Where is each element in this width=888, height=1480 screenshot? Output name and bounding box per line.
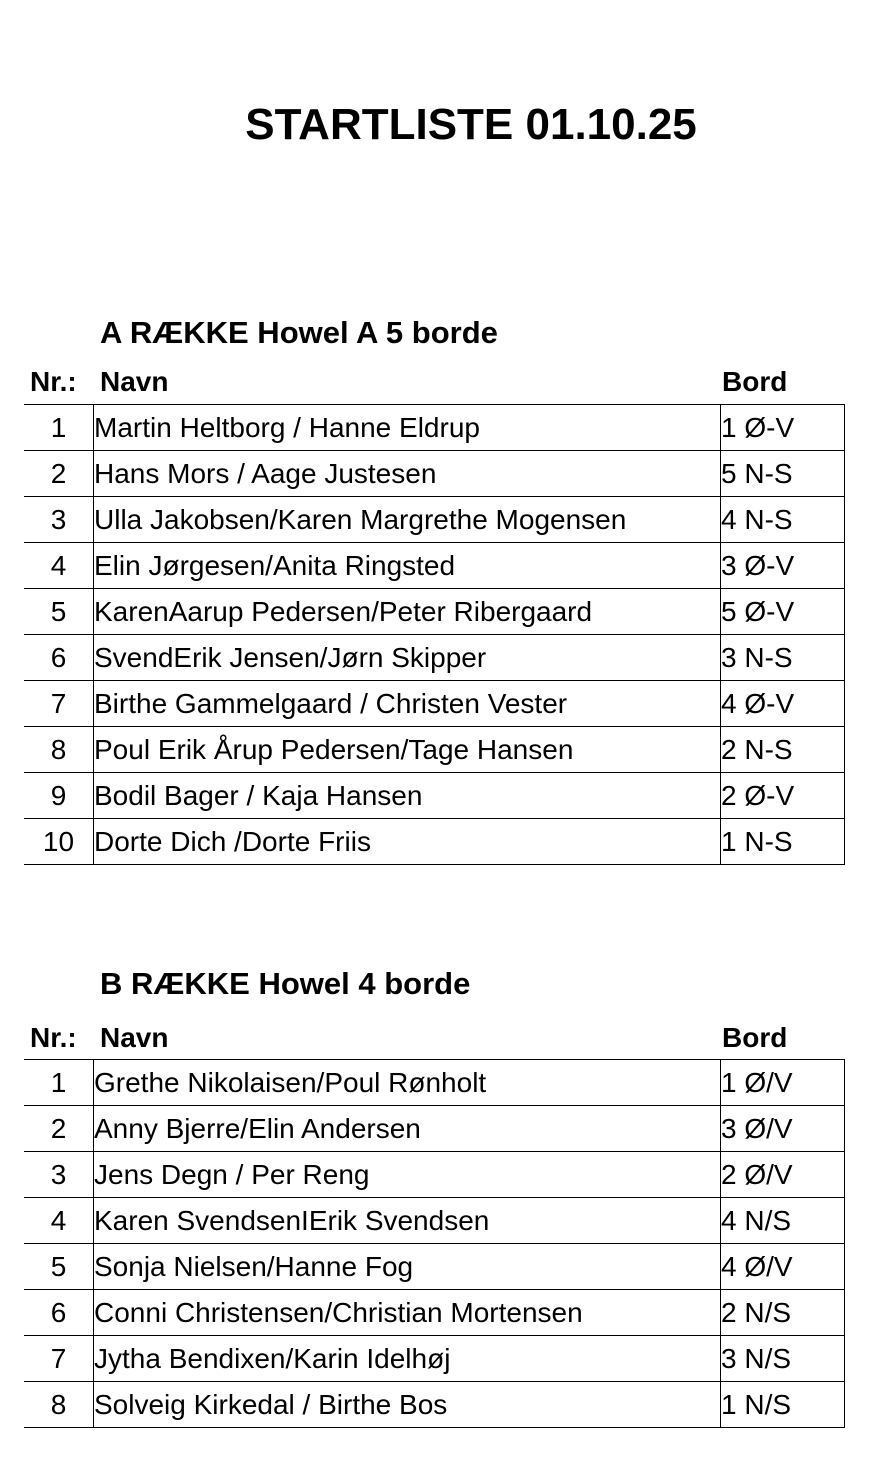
row-number: 10 xyxy=(24,819,94,865)
row-table-assignment: 1 Ø/V xyxy=(721,1060,845,1106)
table-row xyxy=(24,1152,845,1198)
row-names: KarenAarup Pedersen/Peter Ribergaard xyxy=(94,589,721,635)
row-number: 8 xyxy=(24,1382,94,1428)
row-number: 3 xyxy=(24,1152,94,1198)
row-number: 2 xyxy=(24,451,94,497)
row-names: Martin Heltborg / Hanne Eldrup xyxy=(94,405,721,451)
table-row xyxy=(24,543,845,589)
column-header-bord: Bord xyxy=(722,366,788,397)
row-names: Dorte Dich /Dorte Friis xyxy=(94,819,721,865)
table-row xyxy=(24,635,845,681)
row-names: Elin Jørgesen/Anita Ringsted xyxy=(94,543,721,589)
row-table-assignment: 3 Ø-V xyxy=(721,543,845,589)
row-names: Solveig Kirkedal / Birthe Bos xyxy=(94,1382,721,1428)
row-number: 1 xyxy=(24,405,94,451)
page-title: STARTLISTE 01.10.25 xyxy=(245,100,697,149)
row-number: 2 xyxy=(24,1106,94,1152)
row-names: Karen SvendsenIErik Svendsen xyxy=(94,1198,721,1244)
table-row xyxy=(24,497,845,543)
table-row xyxy=(24,1198,845,1244)
section-heading-b: B RÆKKE Howel 4 borde xyxy=(100,966,471,1001)
table-row xyxy=(24,1060,845,1106)
row-number: 6 xyxy=(24,1290,94,1336)
row-table-assignment: 4 Ø-V xyxy=(721,681,845,727)
table-row xyxy=(24,1336,845,1382)
row-names: Hans Mors / Aage Justesen xyxy=(94,451,721,497)
column-header-nr: Nr.: xyxy=(30,1022,77,1053)
column-header-name: Navn xyxy=(100,366,169,397)
table-row xyxy=(24,773,845,819)
row-names: Poul Erik Årup Pedersen/Tage Hansen xyxy=(94,727,721,773)
row-names: SvendErik Jensen/Jørn Skipper xyxy=(94,635,721,681)
row-number: 4 xyxy=(24,1198,94,1244)
row-table-assignment: 3 Ø/V xyxy=(721,1106,845,1152)
row-number: 8 xyxy=(24,727,94,773)
table-row xyxy=(24,727,845,773)
row-table-assignment: 4 N/S xyxy=(721,1198,845,1244)
row-table-assignment: 2 N-S xyxy=(721,727,845,773)
row-names: Birthe Gammelgaard / Christen Vester xyxy=(94,681,721,727)
row-table-assignment: 1 N-S xyxy=(721,819,845,865)
column-header-name: Navn xyxy=(100,1022,169,1053)
row-number: 3 xyxy=(24,497,94,543)
row-number: 5 xyxy=(24,1244,94,1290)
table-row xyxy=(24,451,845,497)
row-names: Jytha Bendixen/Karin Idelhøj xyxy=(94,1336,721,1382)
row-names: Grethe Nikolaisen/Poul Rønholt xyxy=(94,1060,721,1106)
section-heading-a: A RÆKKE Howel A 5 borde xyxy=(100,315,498,350)
row-number: 9 xyxy=(24,773,94,819)
table-row xyxy=(24,1290,845,1336)
row-number: 4 xyxy=(24,543,94,589)
table-row xyxy=(24,819,845,865)
row-table-assignment: 2 N/S xyxy=(721,1290,845,1336)
row-number: 6 xyxy=(24,635,94,681)
table-row xyxy=(24,405,845,451)
row-table-assignment: 1 N/S xyxy=(721,1382,845,1428)
row-table-assignment: 5 N-S xyxy=(721,451,845,497)
startlist-table-b xyxy=(24,1059,845,1428)
table-row xyxy=(24,681,845,727)
row-names: Ulla Jakobsen/Karen Margrethe Mogensen xyxy=(94,497,721,543)
row-number: 7 xyxy=(24,681,94,727)
row-names: Anny Bjerre/Elin Andersen xyxy=(94,1106,721,1152)
row-table-assignment: 4 Ø/V xyxy=(721,1244,845,1290)
row-table-assignment: 2 Ø/V xyxy=(721,1152,845,1198)
row-table-assignment: 1 Ø-V xyxy=(721,405,845,451)
row-names: Bodil Bager / Kaja Hansen xyxy=(94,773,721,819)
row-table-assignment: 4 N-S xyxy=(721,497,845,543)
table-row xyxy=(24,589,845,635)
row-names: Sonja Nielsen/Hanne Fog xyxy=(94,1244,721,1290)
row-table-assignment: 2 Ø-V xyxy=(721,773,845,819)
row-number: 1 xyxy=(24,1060,94,1106)
row-table-assignment: 5 Ø-V xyxy=(721,589,845,635)
row-number: 7 xyxy=(24,1336,94,1382)
row-table-assignment: 3 N/S xyxy=(721,1336,845,1382)
table-row xyxy=(24,1244,845,1290)
row-names: Jens Degn / Per Reng xyxy=(94,1152,721,1198)
row-table-assignment: 3 N-S xyxy=(721,635,845,681)
row-number: 5 xyxy=(24,589,94,635)
startlist-table-a xyxy=(24,404,845,865)
column-header-nr: Nr.: xyxy=(30,366,77,397)
table-row xyxy=(24,1106,845,1152)
column-header-bord: Bord xyxy=(722,1022,788,1053)
column-headers-a xyxy=(0,366,888,398)
column-headers-b xyxy=(0,1022,888,1054)
table-row xyxy=(24,1382,845,1428)
row-names: Conni Christensen/Christian Mortensen xyxy=(94,1290,721,1336)
